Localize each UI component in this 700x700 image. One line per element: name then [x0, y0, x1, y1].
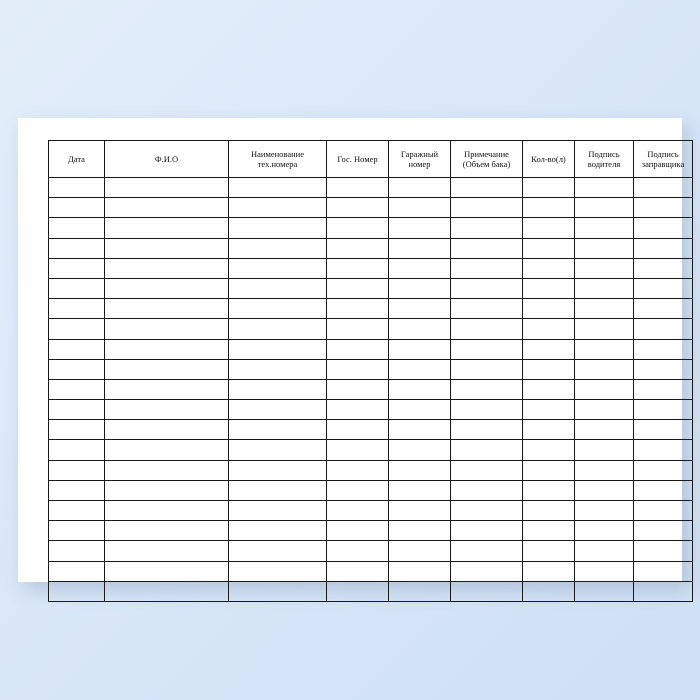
cell-fio[interactable]: [105, 238, 229, 258]
cell-date[interactable]: [49, 561, 105, 581]
cell-quantity[interactable]: [523, 541, 575, 561]
cell-date[interactable]: [49, 359, 105, 379]
cell-note[interactable]: [451, 581, 523, 601]
cell-note[interactable]: [451, 460, 523, 480]
cell-driver_signature[interactable]: [575, 541, 634, 561]
cell-date[interactable]: [49, 581, 105, 601]
cell-garage_number[interactable]: [389, 541, 451, 561]
table-row: [49, 258, 693, 278]
cell-quantity[interactable]: [523, 218, 575, 238]
cell-note[interactable]: [451, 541, 523, 561]
cell-garage_number[interactable]: [389, 218, 451, 238]
cell-garage_number[interactable]: [389, 561, 451, 581]
column-header-garage-number-line1: Гаражный: [400, 148, 439, 159]
cell-driver_signature[interactable]: [575, 501, 634, 521]
cell-tech_name[interactable]: [229, 299, 327, 319]
cell-date[interactable]: [49, 218, 105, 238]
cell-garage_number[interactable]: [389, 440, 451, 460]
cell-filler_signature[interactable]: [634, 460, 693, 480]
cell-quantity[interactable]: [523, 501, 575, 521]
cell-driver_signature[interactable]: [575, 278, 634, 298]
cell-filler_signature[interactable]: [634, 420, 693, 440]
cell-quantity[interactable]: [523, 319, 575, 339]
table-row: [49, 339, 693, 359]
cell-note[interactable]: [451, 480, 523, 500]
table-row: [49, 420, 693, 440]
cell-fio[interactable]: [105, 299, 229, 319]
cell-filler_signature[interactable]: [634, 278, 693, 298]
cell-fio[interactable]: [105, 501, 229, 521]
cell-gos_number[interactable]: [327, 198, 389, 218]
cell-filler_signature[interactable]: [634, 178, 693, 198]
table-row: [49, 238, 693, 258]
table-row: [49, 521, 693, 541]
cell-fio[interactable]: [105, 218, 229, 238]
cell-note[interactable]: [451, 238, 523, 258]
column-header-date-line1: Дата: [68, 153, 85, 164]
table-row: [49, 379, 693, 399]
cell-filler_signature[interactable]: [634, 198, 693, 218]
cell-tech_name[interactable]: [229, 339, 327, 359]
table-row: [49, 460, 693, 480]
cell-quantity[interactable]: [523, 561, 575, 581]
cell-gos_number[interactable]: [327, 379, 389, 399]
cell-tech_name[interactable]: [229, 521, 327, 541]
cell-fio[interactable]: [105, 278, 229, 298]
cell-quantity[interactable]: [523, 420, 575, 440]
cell-driver_signature[interactable]: [575, 198, 634, 218]
column-header-fio-line1: Ф.И.О: [154, 153, 179, 164]
cell-note[interactable]: [451, 400, 523, 420]
cell-date[interactable]: [49, 460, 105, 480]
cell-date[interactable]: [49, 198, 105, 218]
cell-filler_signature[interactable]: [634, 339, 693, 359]
cell-tech_name[interactable]: [229, 581, 327, 601]
cell-fio[interactable]: [105, 521, 229, 541]
cell-fio[interactable]: [105, 460, 229, 480]
cell-filler_signature[interactable]: [634, 238, 693, 258]
cell-note[interactable]: [451, 359, 523, 379]
column-header-driver-signature-line2: водителя: [587, 159, 621, 169]
cell-gos_number[interactable]: [327, 258, 389, 278]
cell-gos_number[interactable]: [327, 400, 389, 420]
cell-driver_signature[interactable]: [575, 420, 634, 440]
column-header-quantity-line1: Кол-во(л): [531, 153, 566, 164]
cell-filler_signature[interactable]: [634, 521, 693, 541]
column-header-filler-signature-line2: заправщика: [641, 159, 685, 169]
cell-tech_name[interactable]: [229, 460, 327, 480]
table-header: [49, 141, 693, 178]
cell-tech_name[interactable]: [229, 218, 327, 238]
cell-gos_number[interactable]: [327, 480, 389, 500]
cell-fio[interactable]: [105, 541, 229, 561]
cell-fio[interactable]: [105, 400, 229, 420]
cell-tech_name[interactable]: [229, 198, 327, 218]
table-row: [49, 541, 693, 561]
cell-gos_number[interactable]: [327, 501, 389, 521]
table-row: [49, 319, 693, 339]
cell-garage_number[interactable]: [389, 501, 451, 521]
table-row: [49, 278, 693, 298]
cell-filler_signature[interactable]: [634, 541, 693, 561]
cell-garage_number[interactable]: [389, 521, 451, 541]
cell-quantity[interactable]: [523, 178, 575, 198]
cell-filler_signature[interactable]: [634, 480, 693, 500]
table-row: [49, 178, 693, 198]
cell-gos_number[interactable]: [327, 359, 389, 379]
table-body: [49, 178, 693, 602]
cell-note[interactable]: [451, 278, 523, 298]
document-sheet: [18, 118, 685, 582]
cell-quantity[interactable]: [523, 400, 575, 420]
table-row: [49, 198, 693, 218]
cell-note[interactable]: [451, 218, 523, 238]
cell-driver_signature[interactable]: [575, 178, 634, 198]
cell-quantity[interactable]: [523, 198, 575, 218]
cell-gos_number[interactable]: [327, 319, 389, 339]
cell-date[interactable]: [49, 299, 105, 319]
column-header-driver-signature: [575, 141, 634, 178]
cell-driver_signature[interactable]: [575, 561, 634, 581]
cell-fio[interactable]: [105, 440, 229, 460]
column-header-note: [451, 141, 523, 178]
cell-note[interactable]: [451, 299, 523, 319]
cell-gos_number[interactable]: [327, 541, 389, 561]
cell-gos_number[interactable]: [327, 561, 389, 581]
cell-filler_signature[interactable]: [634, 501, 693, 521]
cell-tech_name[interactable]: [229, 379, 327, 399]
cell-quantity[interactable]: [523, 440, 575, 460]
fuel-log-table: [48, 140, 693, 602]
cell-note[interactable]: [451, 420, 523, 440]
cell-quantity[interactable]: [523, 359, 575, 379]
cell-tech_name[interactable]: [229, 238, 327, 258]
cell-filler_signature[interactable]: [634, 581, 693, 601]
cell-date[interactable]: [49, 258, 105, 278]
cell-quantity[interactable]: [523, 258, 575, 278]
column-header-gos-number-line1: Гос. Номер: [337, 153, 378, 164]
cell-quantity[interactable]: [523, 460, 575, 480]
table-row: [49, 561, 693, 581]
cell-fio[interactable]: [105, 379, 229, 399]
cell-filler_signature[interactable]: [634, 299, 693, 319]
cell-fio[interactable]: [105, 480, 229, 500]
cell-note[interactable]: [451, 178, 523, 198]
cell-garage_number[interactable]: [389, 420, 451, 440]
cell-garage_number[interactable]: [389, 581, 451, 601]
cell-tech_name[interactable]: [229, 258, 327, 278]
cell-tech_name[interactable]: [229, 561, 327, 581]
cell-date[interactable]: [49, 480, 105, 500]
cell-driver_signature[interactable]: [575, 218, 634, 238]
cell-note[interactable]: [451, 440, 523, 460]
column-header-tech-name-line2: тех.номера: [257, 159, 298, 169]
cell-filler_signature[interactable]: [634, 400, 693, 420]
cell-garage_number[interactable]: [389, 238, 451, 258]
cell-fio[interactable]: [105, 561, 229, 581]
cell-note[interactable]: [451, 561, 523, 581]
cell-tech_name[interactable]: [229, 440, 327, 460]
column-header-note-line1: Примечание: [464, 148, 509, 159]
cell-garage_number[interactable]: [389, 278, 451, 298]
cell-fio[interactable]: [105, 319, 229, 339]
cell-tech_name[interactable]: [229, 178, 327, 198]
cell-garage_number[interactable]: [389, 299, 451, 319]
cell-driver_signature[interactable]: [575, 319, 634, 339]
cell-garage_number[interactable]: [389, 480, 451, 500]
cell-gos_number[interactable]: [327, 278, 389, 298]
column-header-driver-signature-line1: Подпись: [588, 148, 620, 159]
cell-gos_number[interactable]: [327, 299, 389, 319]
cell-date[interactable]: [49, 278, 105, 298]
cell-garage_number[interactable]: [389, 258, 451, 278]
cell-date[interactable]: [49, 238, 105, 258]
cell-quantity[interactable]: [523, 379, 575, 399]
table-row: [49, 501, 693, 521]
cell-note[interactable]: [451, 198, 523, 218]
cell-garage_number[interactable]: [389, 379, 451, 399]
cell-driver_signature[interactable]: [575, 521, 634, 541]
column-header-filler-signature: [634, 141, 693, 178]
cell-fio[interactable]: [105, 581, 229, 601]
cell-tech_name[interactable]: [229, 501, 327, 521]
cell-tech_name[interactable]: [229, 359, 327, 379]
cell-gos_number[interactable]: [327, 420, 389, 440]
cell-driver_signature[interactable]: [575, 359, 634, 379]
cell-garage_number[interactable]: [389, 319, 451, 339]
cell-date[interactable]: [49, 521, 105, 541]
cell-gos_number[interactable]: [327, 581, 389, 601]
cell-date[interactable]: [49, 400, 105, 420]
table-row: [49, 218, 693, 238]
table-row: [49, 581, 693, 601]
cell-filler_signature[interactable]: [634, 561, 693, 581]
cell-filler_signature[interactable]: [634, 359, 693, 379]
cell-tech_name[interactable]: [229, 480, 327, 500]
column-header-fio: [105, 141, 229, 178]
cell-garage_number[interactable]: [389, 198, 451, 218]
cell-date[interactable]: [49, 339, 105, 359]
column-header-quantity: [523, 141, 575, 178]
cell-garage_number[interactable]: [389, 359, 451, 379]
cell-date[interactable]: [49, 501, 105, 521]
cell-fio[interactable]: [105, 359, 229, 379]
column-header-filler-signature-line1: Подпись: [647, 148, 679, 159]
cell-quantity[interactable]: [523, 581, 575, 601]
cell-date[interactable]: [49, 319, 105, 339]
cell-driver_signature[interactable]: [575, 379, 634, 399]
cell-driver_signature[interactable]: [575, 440, 634, 460]
cell-quantity[interactable]: [523, 480, 575, 500]
cell-driver_signature[interactable]: [575, 339, 634, 359]
cell-tech_name[interactable]: [229, 541, 327, 561]
column-header-garage-number-line2: номер: [408, 159, 431, 169]
column-header-gos-number: [327, 141, 389, 178]
table-row: [49, 359, 693, 379]
cell-tech_name[interactable]: [229, 278, 327, 298]
cell-gos_number[interactable]: [327, 521, 389, 541]
cell-quantity[interactable]: [523, 238, 575, 258]
cell-date[interactable]: [49, 541, 105, 561]
cell-note[interactable]: [451, 258, 523, 278]
cell-filler_signature[interactable]: [634, 258, 693, 278]
cell-garage_number[interactable]: [389, 339, 451, 359]
cell-driver_signature[interactable]: [575, 581, 634, 601]
cell-driver_signature[interactable]: [575, 400, 634, 420]
column-header-note-line2: (Объем бака): [462, 159, 511, 169]
cell-gos_number[interactable]: [327, 460, 389, 480]
cell-garage_number[interactable]: [389, 400, 451, 420]
cell-fio[interactable]: [105, 420, 229, 440]
column-header-date: [49, 141, 105, 178]
table-header-row: [49, 141, 693, 178]
cell-fio[interactable]: [105, 178, 229, 198]
cell-note[interactable]: [451, 501, 523, 521]
cell-quantity[interactable]: [523, 521, 575, 541]
cell-date[interactable]: [49, 420, 105, 440]
cell-note[interactable]: [451, 521, 523, 541]
cell-driver_signature[interactable]: [575, 460, 634, 480]
cell-driver_signature[interactable]: [575, 258, 634, 278]
cell-tech_name[interactable]: [229, 319, 327, 339]
cell-filler_signature[interactable]: [634, 319, 693, 339]
cell-tech_name[interactable]: [229, 420, 327, 440]
cell-garage_number[interactable]: [389, 178, 451, 198]
cell-gos_number[interactable]: [327, 440, 389, 460]
cell-note[interactable]: [451, 379, 523, 399]
cell-note[interactable]: [451, 339, 523, 359]
table-row: [49, 480, 693, 500]
cell-garage_number[interactable]: [389, 460, 451, 480]
table-row: [49, 440, 693, 460]
cell-filler_signature[interactable]: [634, 218, 693, 238]
cell-filler_signature[interactable]: [634, 440, 693, 460]
column-header-tech-name: [229, 141, 327, 178]
column-header-garage-number: [389, 141, 451, 178]
log-table-container: [48, 140, 685, 602]
cell-filler_signature[interactable]: [634, 379, 693, 399]
cell-quantity[interactable]: [523, 339, 575, 359]
table-row: [49, 299, 693, 319]
table-row: [49, 400, 693, 420]
cell-gos_number[interactable]: [327, 238, 389, 258]
cell-tech_name[interactable]: [229, 400, 327, 420]
cell-gos_number[interactable]: [327, 218, 389, 238]
cell-driver_signature[interactable]: [575, 238, 634, 258]
cell-date[interactable]: [49, 379, 105, 399]
cell-note[interactable]: [451, 319, 523, 339]
cell-gos_number[interactable]: [327, 339, 389, 359]
cell-date[interactable]: [49, 440, 105, 460]
cell-gos_number[interactable]: [327, 178, 389, 198]
cell-fio[interactable]: [105, 339, 229, 359]
cell-quantity[interactable]: [523, 299, 575, 319]
column-header-tech-name-line1: Наименование: [251, 148, 304, 159]
cell-driver_signature[interactable]: [575, 299, 634, 319]
cell-quantity[interactable]: [523, 278, 575, 298]
cell-fio[interactable]: [105, 258, 229, 278]
cell-fio[interactable]: [105, 198, 229, 218]
cell-date[interactable]: [49, 178, 105, 198]
cell-driver_signature[interactable]: [575, 480, 634, 500]
